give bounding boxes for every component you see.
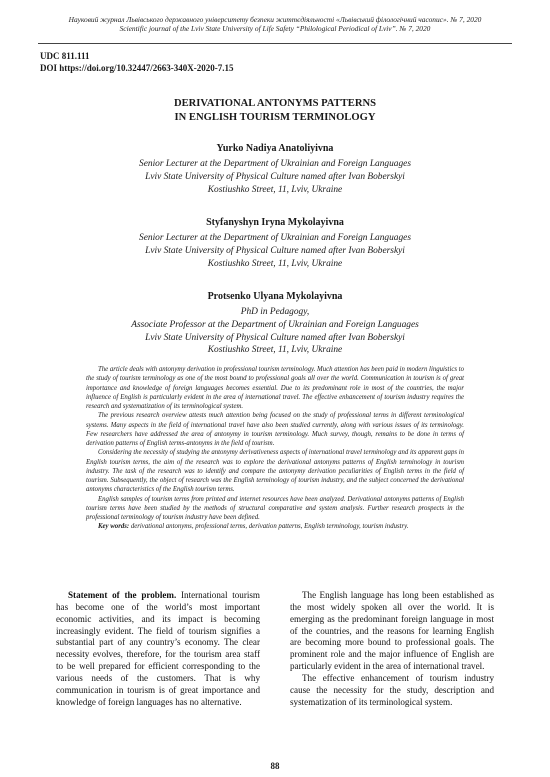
keywords <box>86 522 464 531</box>
author-name: Yurko Nadiya Anatoliyivna <box>216 143 334 154</box>
author-address: Kostiushko Street, 11, Lviv, Ukraine <box>207 184 343 195</box>
abstract-paragraph-2: The previous research overview attests much attention being focused on the study of professional terms in different terminological systems. Many aspects in the field of international travel have also been studied currently, along with various issues of its terminology. Few researchers have addressed the area of antonymy in tourism terminology. Much survey, though, remains to be done in terms of derivation patterns of English terms-antonyms in the field of tourism. <box>86 412 464 447</box>
body-paragraph <box>56 590 260 708</box>
abstract-paragraph-3: Considering the necessity of studying the antonymy derivativeness aspects of international travel terminology and its apparent gaps in English tourism terms, the aim of the research was to explore the derivational antonyms patterns of English terminology in tourism industry. The task of the research was to identify and compare the antonymy derivation peculiarities of English terms in the field of tourism. Subsequently, the object of research was the English terminology of tourism industry, and the subject concerned the derivational antonyms characteristics of the English tourism terms. <box>86 449 464 494</box>
udc-code: UDC 811.111 <box>40 51 90 61</box>
author-name: Styfanyshyn Iryna Mykolayivna <box>206 217 344 228</box>
author-university: Lviv State University of Physical Culture named after Ivan Boberskyi <box>145 171 405 182</box>
author-university: Lviv State University of Physical Culture named after Ivan Boberskyi <box>145 332 405 343</box>
keywords-label: Key words: <box>98 523 130 531</box>
running-header <box>40 15 510 33</box>
author-degree: PhD in Pedagogy, <box>240 307 310 317</box>
body-paragraph: The effective enhancement of tourism industry cause the necessity for the study, description and systematization of its terminological system. <box>290 672 494 707</box>
body-text: International tourism has become one of the world’s most important economic activities, and its impact is becoming increasingly evident. The field of tourism signifies a substantial part of any country’s economy. The clear necessity evolves, therefore, for the tourism area staff to be well prepared for efficient corresponding to the various needs of the customers. That is why communication in tourism is of great importance and knowledge of foreign languages has no alternative. <box>56 590 260 707</box>
doi-link[interactable]: DOI https://doi.org/10.32447/2663-340X-2020-7.15 <box>40 62 234 73</box>
running-header-english: Scientific journal of the Lviv State University of Life Safety “Philological Periodical of Lviv”. № 7, 2020 <box>119 24 431 33</box>
body-column-right <box>290 590 494 708</box>
author-position: Associate Professor at the Department of Ukrainian and Foreign Languages <box>131 319 419 330</box>
author-position: Senior Lecturer at the Department of Ukrainian and Foreign Languages <box>139 233 411 243</box>
author-university: Lviv State University of Physical Culture named after Ivan Boberskyi <box>145 245 405 256</box>
running-header-ukrainian: Науковий журнал Львівського державного університету безпеки життєдіяльності «Львівський філологічний часопис». № 7, 2020 <box>68 15 482 24</box>
author-block-2 <box>40 216 510 270</box>
title-line-1: DERIVATIONAL ANTONYMS PATTERNS <box>173 98 377 109</box>
article-identifiers <box>40 51 234 74</box>
keywords-list: derivational antonyms, professional terms, derivation patterns, English terminology, tourism industry. <box>129 523 409 531</box>
author-position: Senior Lecturer at the Department of Ukrainian and Foreign Languages <box>139 159 411 169</box>
author-address: Kostiushko Street, 11, Lviv, Ukraine <box>207 345 343 356</box>
author-name: Protsenko Ulyana Mykolayivna <box>207 291 343 302</box>
header-divider <box>38 43 512 44</box>
author-block-3 <box>40 290 510 357</box>
page-number: 88 <box>270 761 280 771</box>
author-address: Kostiushko Street, 11, Lviv, Ukraine <box>207 258 343 269</box>
abstract-paragraph-4: English samples of tourism terms from printed and internet resources have been analyzed. Derivational antonyms patterns of English tourism terms have been studied by the methods of structural comparative and system analysis. Further research prospects in the professional terminology of tourism industry have been defined. <box>86 495 464 521</box>
body-column-left <box>56 590 260 708</box>
article-title <box>40 97 510 124</box>
section-heading: Statement of the problem. <box>68 590 177 600</box>
author-block-1 <box>40 142 510 196</box>
body-paragraph: The English language has long been established as the most widely spoken all over the world. It is emerging as the predominant foreign language in most of the countries, and the reasons for learning English are becoming more bound to professional goals. The prominent role and the major influence of English are particularly evident in the area of international travel. <box>290 590 494 672</box>
abstract-paragraph-1: The article deals with antonymy derivation in professional tourism terminology. Much attention has been paid in modern linguistics to the study of tourism terminology as one of the most bound to professional goals all over the world. Communication in tourism is of great importance and knowledge of foreign languages becomes essential. Due to its predominant role in most of the countries, the major influence of English is particularly evident in the area of international travel. The effective enhancement of tourism industry requires the research and systematization of its terminological system. <box>86 366 464 410</box>
title-line-2: IN ENGLISH TOURISM TERMINOLOGY <box>174 111 376 123</box>
abstract <box>86 365 464 532</box>
